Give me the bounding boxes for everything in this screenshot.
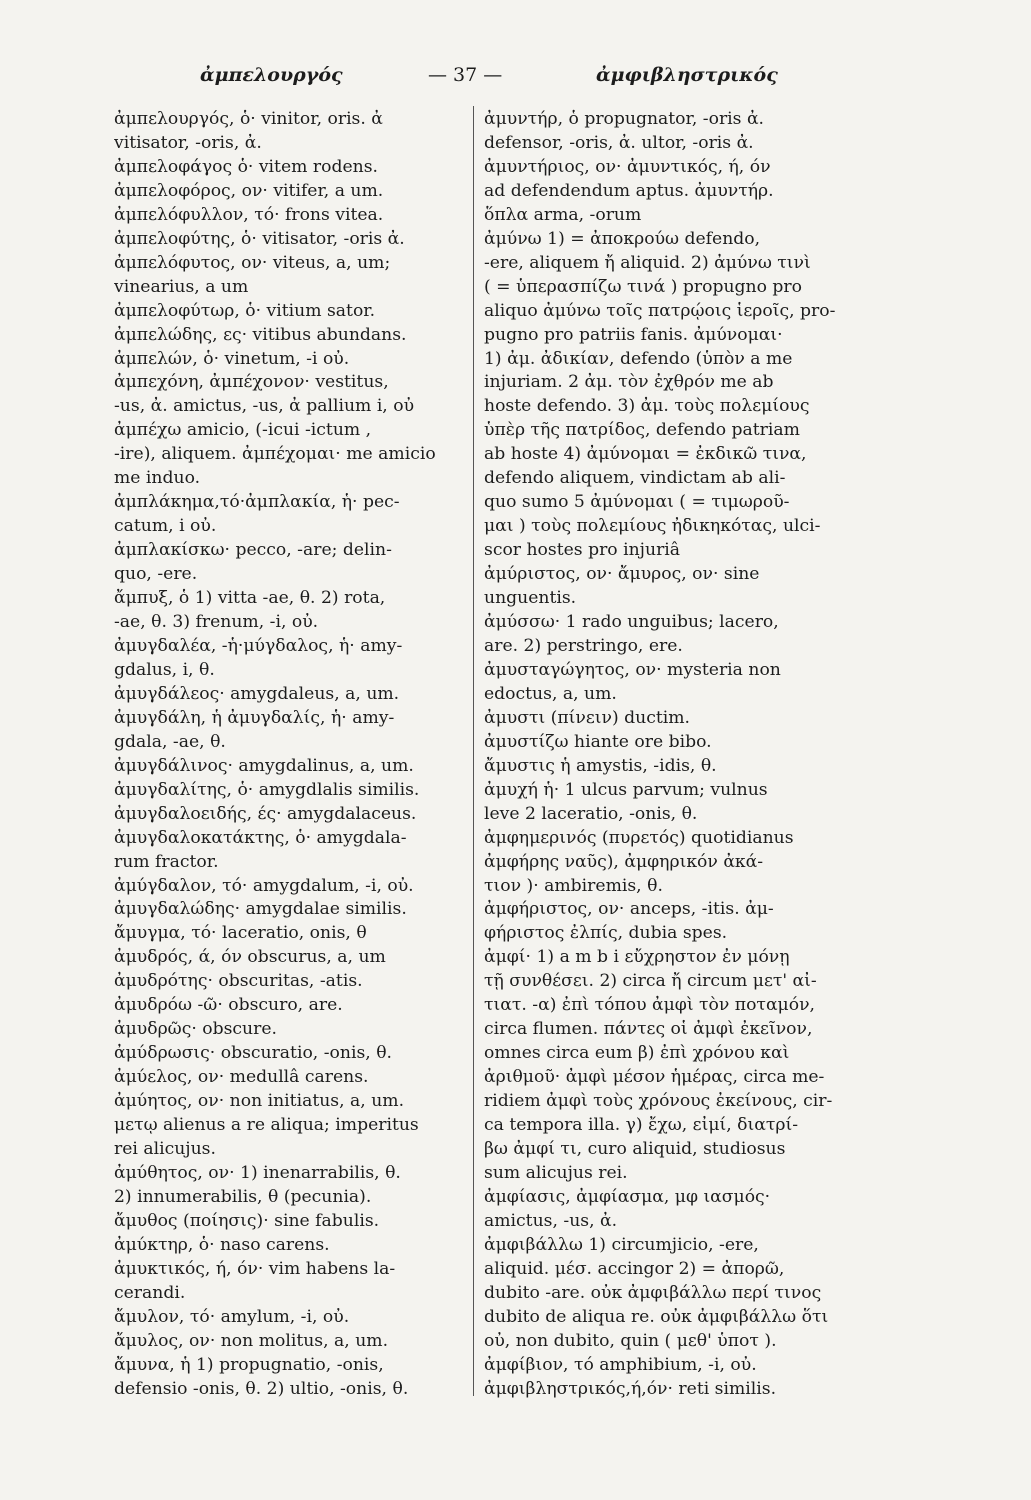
text-line: ( = ὑπερασπίζω τινά ) propugno pro bbox=[484, 276, 802, 297]
text-line: ἀμύκτηρ, ὁ· naso carens. bbox=[114, 1234, 330, 1255]
text-line: μαι ) τοὺς πολεμίους ἠδικηκότας, ulci- bbox=[484, 516, 821, 537]
text-line: ἀμυγδαλοειδής, ές· amygdalaceus. bbox=[114, 803, 417, 824]
text-line: vitisator, -oris, ἀ. bbox=[114, 132, 262, 153]
text-line: ἀμυκτικός, ή, όν· vim habens la- bbox=[114, 1258, 396, 1279]
text-line: ἀμφί· 1) a m b i εὔχρηστον ἐν μόνῃ bbox=[484, 947, 790, 968]
page-number: — 37 — bbox=[428, 64, 503, 86]
text-line: edoctus, a, um. bbox=[484, 683, 617, 704]
text-line: ca tempora illa. γ) ἔχω, εἰμί, διατρί- bbox=[484, 1115, 799, 1136]
text-line: ἄμυνα, ἡ 1) propugnatio, -onis, bbox=[114, 1354, 384, 1375]
text-line: ἀμφιβληστρικός,ή,όν· reti similis. bbox=[484, 1378, 777, 1399]
text-line: ἀμφήρης ναῦς), ἀμφηρικόν ἀκά- bbox=[484, 851, 764, 872]
text-line: ἀμπελουργός, ὁ· vinitor, oris. ἀ bbox=[114, 109, 383, 129]
text-line: injuriam. 2 ἀμ. τὸν ἐχθρόν me ab bbox=[484, 372, 774, 393]
text-line: omnes circa eum β) ἐπὶ χρόνου καὶ bbox=[484, 1043, 790, 1064]
text-line: defendo aliquem, vindictam ab ali- bbox=[484, 468, 786, 489]
text-line: ἀμπελοφύτης, ὁ· vitisator, -oris ἀ. bbox=[114, 228, 405, 249]
text-line: ἀμυγδαλώδης· amygdalae similis. bbox=[114, 899, 407, 920]
text-line: ἀμπελόφυλλον, τό· frons vitea. bbox=[114, 204, 384, 225]
text-line: ἀμυγδάλινος· amygdalinus, a, um. bbox=[114, 755, 414, 776]
text-line: ἀμύητος, ον· non initiatus, a, um. bbox=[114, 1091, 405, 1112]
text-line: defensor, -oris, ἀ. ultor, -oris ἀ. bbox=[484, 132, 754, 153]
text-line: ἀμπελοφάγος ὁ· vitem rodens. bbox=[114, 156, 378, 177]
text-line: -ae, θ. 3) frenum, -i, οὐ. bbox=[114, 612, 319, 633]
text-line: gdala, -ae, θ. bbox=[114, 731, 226, 752]
text-line: ἄμυστις ἡ amystis, -idis, θ. bbox=[484, 755, 717, 776]
text-line: ἀμυστίζω hiante ore bibo. bbox=[484, 731, 712, 752]
text-line: hoste defendo. 3) ἀμ. τοὺς πολεμίους bbox=[484, 396, 810, 417]
text-line: ἄμπυξ, ὁ 1) vitta -ae, θ. 2) rota, bbox=[114, 588, 386, 609]
text-line: unguentis. bbox=[484, 588, 577, 609]
text-line: ἀμπελών, ὁ· vinetum, -i οὐ. bbox=[114, 348, 350, 369]
text-line: τιον )· ambiremis, θ. bbox=[484, 875, 663, 896]
text-line: ἀμυγδάλεος· amygdaleus, a, um. bbox=[114, 683, 400, 704]
text-line: ἀμφημερινός (πυρετός) quotidianus bbox=[484, 827, 794, 848]
text-line: 2) innumerabilis, θ (pecunia). bbox=[114, 1186, 372, 1207]
text-line: cerandi. bbox=[114, 1282, 186, 1303]
text-line: are. 2) perstringo, ere. bbox=[484, 635, 683, 656]
text-line: ἄμυθος (ποίησις)· sine fabulis. bbox=[114, 1210, 380, 1231]
text-line: ἀμυστι (πίνειν) ductim. bbox=[484, 707, 690, 728]
text-line: ἀμφίασις, ἀμφίασμα, μφ ιασμός· bbox=[484, 1186, 771, 1207]
text-line: ἀμφίβιον, τό amphibium, -i, οὐ. bbox=[484, 1354, 757, 1375]
text-line: ἀμυγδαλέα, -ἡ·μύγδαλος, ἡ· amy- bbox=[114, 635, 403, 656]
text-line: ὑπὲρ τῆς πατρίδος, defendo patriam bbox=[484, 420, 800, 441]
text-line: ἀμφήριστος, ον· anceps, -itis. ἀμ- bbox=[484, 899, 774, 920]
text-line: ἀμύελος, ον· medullâ carens. bbox=[114, 1067, 369, 1088]
header-left-guideword: ἀμπελουργός bbox=[200, 64, 343, 86]
text-line: -ire), aliquem. ἀμπέχομαι· me amicio bbox=[114, 444, 436, 465]
text-line: 1) ἀμ. ἀδικίαν, defendo (ὑπὸν a me bbox=[484, 348, 793, 369]
text-line: ἀμπελώδης, ες· vitibus abundans. bbox=[114, 324, 407, 345]
text-line: τῇ συνθέσει. 2) circa ἤ circum μετ' αἰ- bbox=[484, 971, 817, 992]
text-line: ἀμυντήριος, ον· ἀμυντικός, ή, όν bbox=[484, 156, 771, 177]
text-line: pugno pro patriis fanis. ἀμύνομαι· bbox=[484, 324, 783, 345]
text-line: ἀμπλακίσκω· pecco, -are; delin- bbox=[114, 540, 392, 561]
text-line: aliquo ἀμύνω τοῖς πατρῴοις ἱεροῖς, pro- bbox=[484, 300, 836, 321]
text-line: dubito de aliqua re. οὐκ ἀμφιβάλλω ὅτι bbox=[484, 1306, 829, 1327]
left-column bbox=[114, 108, 466, 1401]
text-line: ἀμπέχω amicio, (-icui -ictum , bbox=[114, 420, 372, 441]
text-line: quo, -ere. bbox=[114, 564, 198, 585]
text-line: ἄμυγμα, τό· laceratio, onis, θ bbox=[114, 923, 367, 944]
text-line: ἄμυλος, ον· non molitus, a, um. bbox=[114, 1330, 389, 1351]
text-line: ἀμυδρότης· obscuritas, -atis. bbox=[114, 971, 363, 992]
text-line: οὐ, non dubito, quin ( μεθ' ὑποτ ). bbox=[484, 1330, 777, 1351]
text-line: quo sumo 5 ἀμύνομαι ( = τιμωροῦ- bbox=[484, 492, 790, 513]
text-line: ἀμπελόφυτος, ον· viteus, a, um; bbox=[114, 252, 391, 273]
column-divider bbox=[473, 106, 474, 1396]
text-line: ἀμυντήρ, ὁ propugnator, -oris ἀ. bbox=[484, 109, 765, 129]
text-line: ἀμφιβάλλω 1) circumjicio, -ere, bbox=[484, 1234, 759, 1255]
text-line: ἀμπελοφύτωρ, ὁ· vitium sator. bbox=[114, 300, 376, 321]
text-line: ἀμύθητος, ον· 1) inenarrabilis, θ. bbox=[114, 1162, 401, 1183]
text-line: catum, i οὐ. bbox=[114, 516, 217, 537]
text-line: ἀμυγδάλη, ἡ ἀμυγδαλίς, ἡ· amy- bbox=[114, 707, 395, 728]
text-line: ἀμπελοφόρος, ον· vitifer, a um. bbox=[114, 180, 384, 201]
text-line: βω ἀμφί τι, curo aliquid, studiosus bbox=[484, 1138, 786, 1159]
text-line: τιατ. -α) ἐπὶ τόπου ἀμφὶ τὸν ποταμόν, bbox=[484, 995, 815, 1016]
text-line: ἀμυδρῶς· obscure. bbox=[114, 1019, 277, 1040]
text-line: ἀμυγδαλοκατάκτης, ὁ· amygdala- bbox=[114, 827, 407, 848]
text-line: -us, ἀ. amictus, -us, ἀ pallium i, οὐ bbox=[114, 396, 415, 417]
text-line: rei alicujus. bbox=[114, 1138, 216, 1159]
text-line: gdalus, i, θ. bbox=[114, 659, 215, 680]
text-line: ἀμυχή ἡ· 1 ulcus parvum; vulnus bbox=[484, 779, 768, 800]
text-line: ἀμύριστος, ον· ἄμυρος, ον· sine bbox=[484, 564, 760, 585]
text-line: ἀμυγδαλίτης, ὁ· amygdlalis similis. bbox=[114, 779, 420, 800]
text-line: sum alicujus rei. bbox=[484, 1162, 628, 1183]
text-line: ἀμπλάκημα,τό·ἀμπλακία, ἡ· pec- bbox=[114, 492, 400, 513]
text-line: μετῳ alienus a re aliqua; imperitus bbox=[114, 1115, 419, 1136]
text-line: defensio -onis, θ. 2) ultio, -onis, θ. bbox=[114, 1378, 409, 1399]
text-line: ἄμυλον, τό· amylum, -i, οὐ. bbox=[114, 1306, 350, 1327]
text-line: -ere, aliquem ἤ aliquid. 2) ἀμύνω τινὶ bbox=[484, 252, 811, 273]
text-line: ad defendendum aptus. ἀμυντήρ. bbox=[484, 180, 774, 201]
running-header bbox=[0, 58, 1031, 88]
text-line: ἀμυδρόω -ῶ· obscuro, are. bbox=[114, 995, 343, 1016]
text-line: ab hoste 4) ἀμύνομαι = ἐκδικῶ τινα, bbox=[484, 444, 807, 465]
text-line: me induo. bbox=[114, 468, 201, 489]
text-line: aliquid. μέσ. accingor 2) = ἀπορῶ, bbox=[484, 1258, 785, 1279]
right-column bbox=[484, 108, 850, 1401]
text-line: φήριστος ἐλπίς, dubia spes. bbox=[484, 923, 728, 944]
text-line: vinearius, a um bbox=[114, 276, 249, 297]
text-line: amictus, -us, ἀ. bbox=[484, 1210, 618, 1231]
text-line: leve 2 laceratio, -onis, θ. bbox=[484, 803, 698, 824]
text-line: ἀμύδρωσις· obscuratio, -onis, θ. bbox=[114, 1043, 393, 1064]
text-line: ἀμυσταγώγητος, ον· mysteria non bbox=[484, 659, 781, 680]
text-line: scor hostes pro injuriâ bbox=[484, 540, 681, 561]
text-line: dubito -are. οὐκ ἀμφιβάλλω περί τινος bbox=[484, 1282, 822, 1303]
header-right-guideword: ἀμφιβληστρικός bbox=[596, 64, 778, 86]
text-line: rum fractor. bbox=[114, 851, 219, 872]
text-line: ἀμύγδαλον, τό· amygdalum, -i, οὐ. bbox=[114, 875, 414, 896]
text-line: ἀμπεχόνη, ἀμπέχονον· vestitus, bbox=[114, 372, 389, 393]
text-line: ἀριθμοῦ· ἀμφὶ μέσον ἡμέρας, circa me- bbox=[484, 1067, 825, 1088]
text-line: ὅπλα arma, -orum bbox=[484, 204, 642, 225]
text-line: circa flumen. πάντες οἱ ἀμφὶ ἐκεῖνον, bbox=[484, 1019, 813, 1040]
text-line: ridiem ἀμφὶ τοὺς χρόνους ἐκείνους, cir- bbox=[484, 1091, 833, 1112]
text-line: ἀμύνω 1) = ἀποκρούω defendo, bbox=[484, 228, 761, 249]
text-line: ἀμύσσω· 1 rado unguibus; lacero, bbox=[484, 612, 779, 633]
text-line: ἀμυδρός, ά, όν obscurus, a, um bbox=[114, 947, 386, 968]
